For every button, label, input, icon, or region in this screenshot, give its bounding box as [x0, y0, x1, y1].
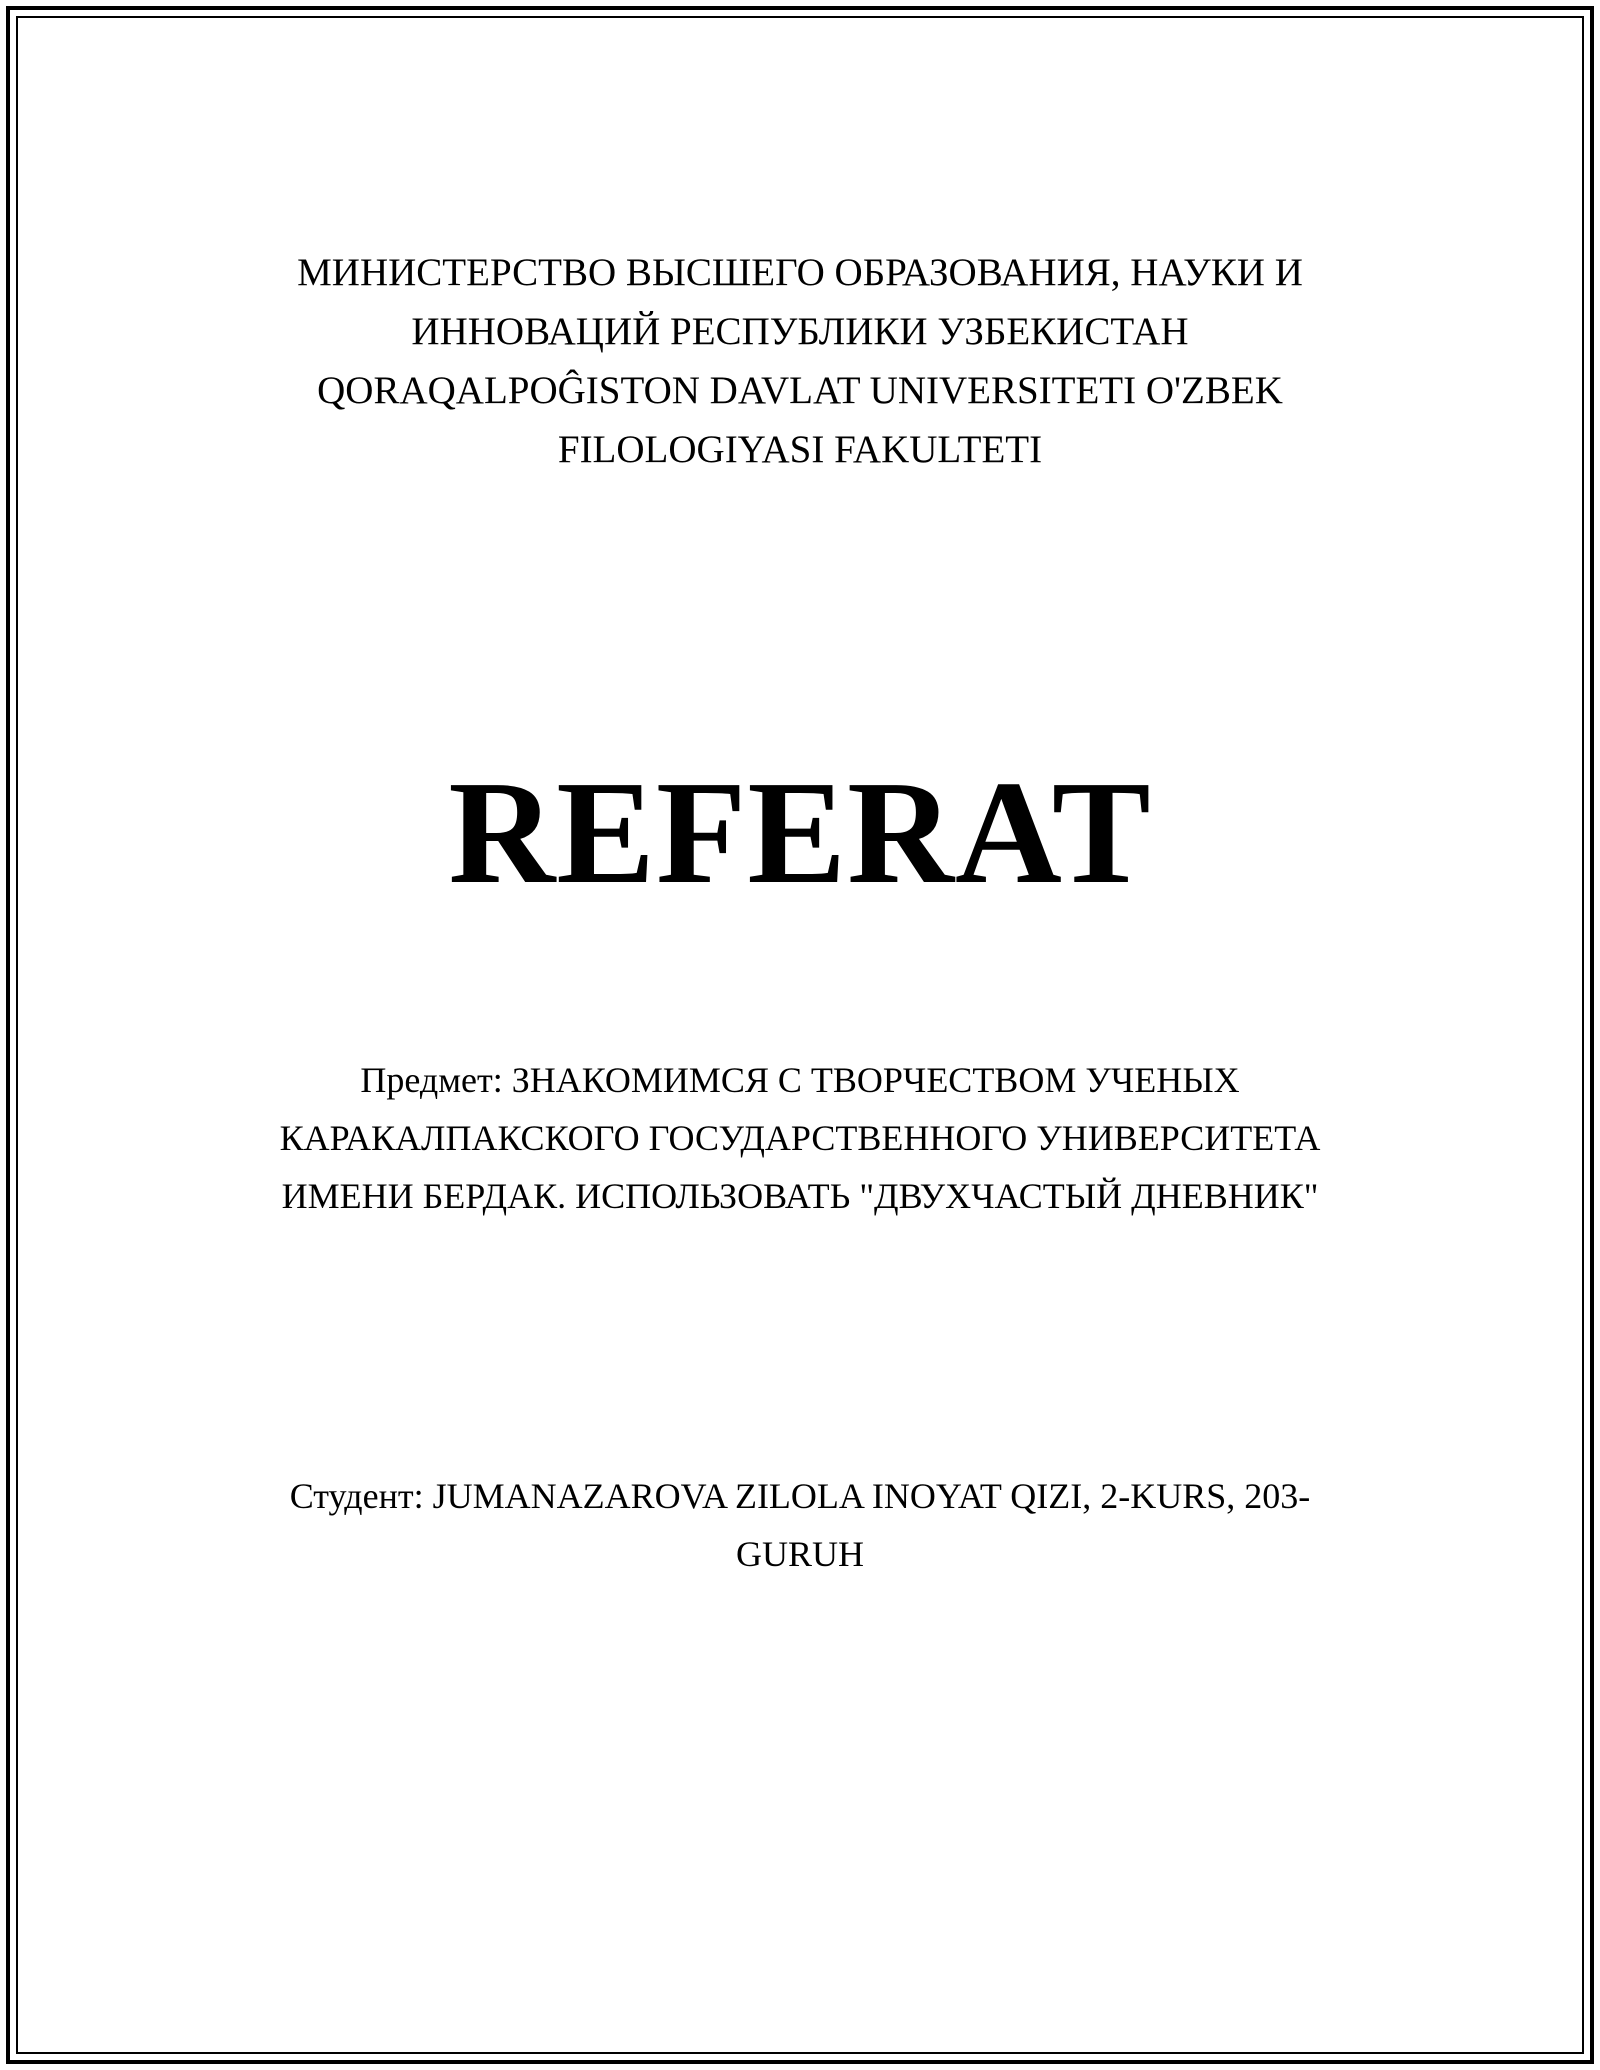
student-line: Студент: JUMANAZAROVA ZILOLA INOYAT QIZI, 2-KURS, 203- — [289, 1476, 1311, 1516]
header-line: ИННОВАЦИЙ РЕСПУБЛИКИ УЗБЕКИСТАН — [411, 310, 1189, 353]
student-line: GURUH — [735, 1534, 864, 1574]
header-line: FILOLOGIYASI FAKULTETI — [557, 428, 1043, 471]
subject-line: КАРАКАЛПАКСКОГО ГОСУДАРСТВЕННОГО УНИВЕРСИТЕТА — [279, 1118, 1321, 1158]
document-title: REFERAT — [448, 751, 1152, 915]
institution-header — [200, 243, 1400, 479]
header-line: МИНИСТЕРСТВО ВЫСШЕГО ОБРАЗОВАНИЯ, НАУКИ И — [297, 251, 1303, 294]
header-line: QORAQALPOĜISTON DAVLAT UNIVERSITETI O'ZBEK — [317, 369, 1283, 412]
subject-block — [200, 1051, 1400, 1225]
student-block — [200, 1467, 1400, 1583]
subject-line: ИМЕНИ БЕРДАК. ИСПОЛЬЗОВАТЬ "ДВУХЧАСТЫЙ ДНЕВНИК" — [281, 1176, 1319, 1216]
subject-line: Предмет: ЗНАКОМИМСЯ С ТВОРЧЕСТВОМ УЧЕНЫХ — [360, 1060, 1240, 1100]
